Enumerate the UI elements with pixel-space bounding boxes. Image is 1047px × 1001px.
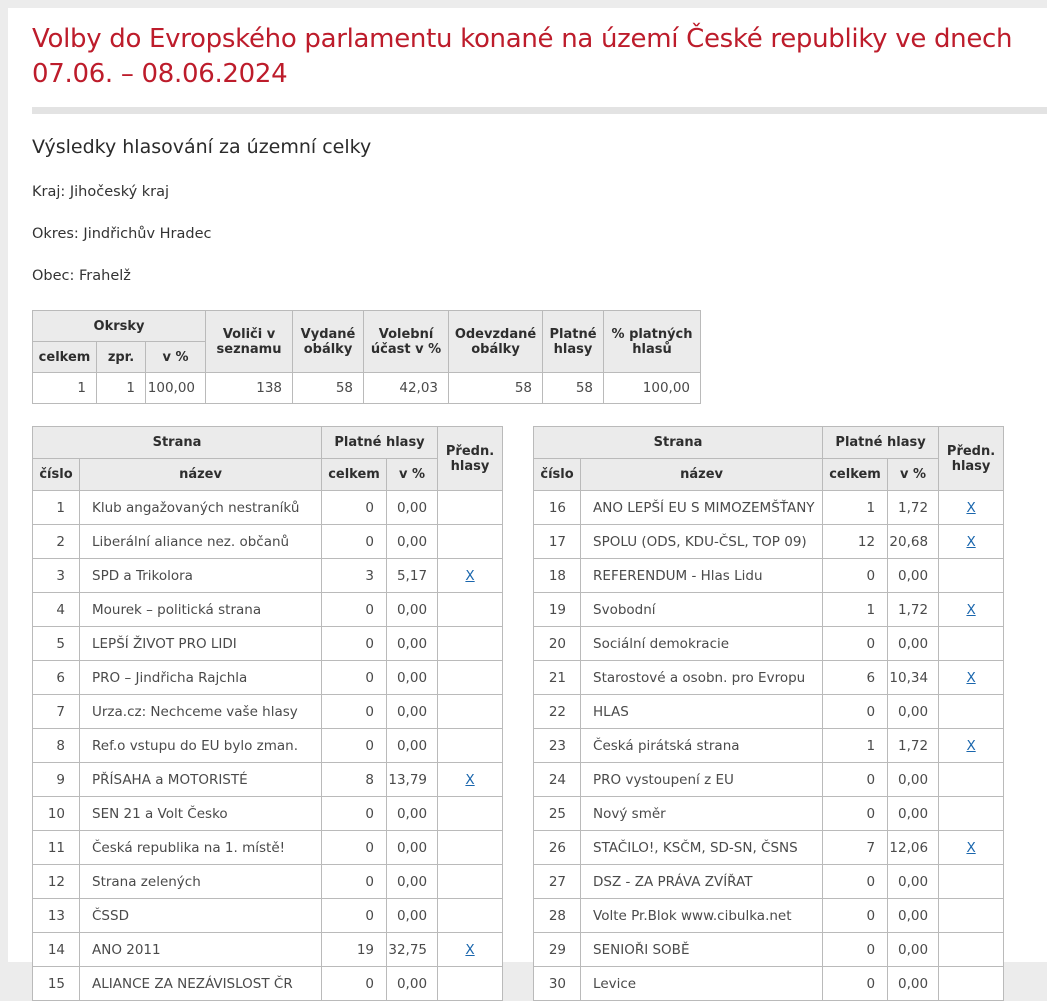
party-row (33, 593, 503, 627)
party-votes-total: 0 (322, 695, 387, 729)
party-votes-total: 0 (823, 797, 888, 831)
party-name: PŘÍSAHA a MOTORISTÉ (80, 763, 322, 797)
party-votes-total: 19 (322, 933, 387, 967)
party-row (534, 593, 1004, 627)
odevzdane-obalky-header: Odevzdané obálky (449, 311, 543, 373)
pref-votes-cell (939, 593, 1004, 627)
party-name: SENIOŘI SOBĚ (581, 933, 823, 967)
party-name: Liberální aliance nez. občanů (80, 525, 322, 559)
party-row (33, 933, 503, 967)
pref-votes-cell (438, 763, 503, 797)
pref-votes-cell (939, 899, 1004, 933)
okrsky-celkem-value: 1 (33, 373, 97, 404)
okrsky-group-header: Okrsky (33, 311, 206, 342)
pref-votes-link[interactable]: X (966, 839, 976, 856)
party-number: 26 (534, 831, 581, 865)
party-votes-total: 0 (322, 967, 387, 1001)
party-number: 6 (33, 661, 80, 695)
strana-group-header: Strana (33, 427, 322, 459)
vydane-obalky-header: Vydané obálky (293, 311, 364, 373)
volebni-ucast-value: 42,03 (364, 373, 449, 404)
party-votes-percent: 0,00 (888, 797, 939, 831)
pref-votes-cell (438, 695, 503, 729)
party-votes-total: 0 (322, 593, 387, 627)
kraj-line: Kraj: Jihočeský kraj (32, 184, 170, 200)
okrsky-v-pct-header: v % (146, 342, 206, 373)
pref-votes-cell (939, 831, 1004, 865)
pref-votes-cell (939, 559, 1004, 593)
predn-hlasy-header: Předn. hlasy (939, 427, 1004, 491)
cislo-header: číslo (33, 459, 80, 491)
party-name: ANO 2011 (80, 933, 322, 967)
party-votes-percent: 0,00 (387, 661, 438, 695)
pref-votes-cell (939, 933, 1004, 967)
party-votes-total: 6 (823, 661, 888, 695)
party-results-table-left (32, 426, 503, 1001)
party-votes-percent: 0,00 (387, 491, 438, 525)
summary-values-row (33, 373, 701, 404)
pct-platnych-hlasu-header: % platných hlasů (604, 311, 701, 373)
party-name: Urza.cz: Nechceme vaše hlasy (80, 695, 322, 729)
party-number: 25 (534, 797, 581, 831)
party-votes-percent: 0,00 (387, 593, 438, 627)
party-votes-percent: 13,79 (387, 763, 438, 797)
vydane-obalky-value: 58 (293, 373, 364, 404)
party-votes-total: 0 (322, 661, 387, 695)
party-name: Klub angažovaných nestraníků (80, 491, 322, 525)
party-row (534, 559, 1004, 593)
platne-hlasy-group-header: Platné hlasy (322, 427, 438, 459)
page-title-line2: 07.06. – 08.06.2024 (32, 59, 288, 89)
party-number: 3 (33, 559, 80, 593)
party-number: 18 (534, 559, 581, 593)
party-votes-percent: 1,72 (888, 593, 939, 627)
party-votes-percent: 20,68 (888, 525, 939, 559)
party-name: SPOLU (ODS, KDU-ČSL, TOP 09) (581, 525, 823, 559)
pref-votes-link[interactable]: X (465, 941, 475, 958)
party-name: ČSSD (80, 899, 322, 933)
strana-group-header: Strana (534, 427, 823, 459)
odevzdane-obalky-value: 58 (449, 373, 543, 404)
party-name: Sociální demokracie (581, 627, 823, 661)
v-pct-header: v % (888, 459, 939, 491)
party-row (534, 627, 1004, 661)
predn-hlasy-header: Předn. hlasy (438, 427, 503, 491)
party-row (33, 797, 503, 831)
party-number: 17 (534, 525, 581, 559)
okrsky-celkem-header: celkem (33, 342, 97, 373)
party-votes-percent: 0,00 (387, 797, 438, 831)
pref-votes-cell (939, 661, 1004, 695)
party-votes-total: 0 (322, 899, 387, 933)
pref-votes-cell (939, 525, 1004, 559)
party-votes-total: 1 (823, 729, 888, 763)
v-pct-header: v % (387, 459, 438, 491)
volebni-ucast-header: Volební účast v % (364, 311, 449, 373)
pref-votes-link[interactable]: X (966, 737, 976, 754)
pref-votes-cell (438, 593, 503, 627)
party-votes-percent: 5,17 (387, 559, 438, 593)
party-number: 14 (33, 933, 80, 967)
cislo-header: číslo (534, 459, 581, 491)
platne-hlasy-value: 58 (543, 373, 604, 404)
pref-votes-cell (438, 661, 503, 695)
party-votes-percent: 0,00 (888, 559, 939, 593)
party-votes-percent: 0,00 (387, 695, 438, 729)
party-name: REFERENDUM - Hlas Lidu (581, 559, 823, 593)
party-votes-total: 0 (823, 933, 888, 967)
party-votes-percent: 0,00 (387, 967, 438, 1001)
party-votes-total: 0 (823, 695, 888, 729)
party-votes-total: 1 (823, 593, 888, 627)
party-name: Levice (581, 967, 823, 1001)
party-votes-total: 0 (322, 729, 387, 763)
pref-votes-cell (939, 627, 1004, 661)
party-votes-total: 0 (322, 525, 387, 559)
obec-line: Obec: Frahelž (32, 268, 131, 284)
party-votes-percent: 0,00 (387, 831, 438, 865)
party-row (33, 899, 503, 933)
party-number: 11 (33, 831, 80, 865)
party-name: Svobodní (581, 593, 823, 627)
party-name: DSZ - ZA PRÁVA ZVÍŘAT (581, 865, 823, 899)
party-row (534, 831, 1004, 865)
party-row (534, 933, 1004, 967)
party-votes-total: 0 (823, 627, 888, 661)
party-name: ANO LEPŠÍ EU S MIMOZEMŠŤANY (581, 491, 823, 525)
pref-votes-cell (939, 695, 1004, 729)
party-votes-percent: 0,00 (888, 763, 939, 797)
section-subtitle: Výsledky hlasování za územní celky (32, 136, 372, 158)
party-name: Volte Pr.Blok www.cibulka.net (581, 899, 823, 933)
party-votes-percent: 0,00 (888, 627, 939, 661)
pref-votes-cell (438, 899, 503, 933)
party-number: 16 (534, 491, 581, 525)
party-number: 5 (33, 627, 80, 661)
party-votes-total: 0 (322, 491, 387, 525)
okrsky-zpr-value: 1 (97, 373, 146, 404)
party-votes-total: 0 (322, 797, 387, 831)
party-votes-percent: 10,34 (888, 661, 939, 695)
pref-votes-cell (939, 729, 1004, 763)
celkem-header: celkem (322, 459, 387, 491)
party-number: 12 (33, 865, 80, 899)
party-row (33, 627, 503, 661)
party-number: 15 (33, 967, 80, 1001)
party-name: SPD a Trikolora (80, 559, 322, 593)
party-votes-percent: 0,00 (387, 899, 438, 933)
party-number: 4 (33, 593, 80, 627)
party-name: Mourek – politická strana (80, 593, 322, 627)
pct-platnych-hlasu-value: 100,00 (604, 373, 701, 404)
pref-votes-link[interactable]: X (966, 601, 976, 618)
party-votes-total: 0 (322, 865, 387, 899)
party-number: 27 (534, 865, 581, 899)
pref-votes-cell (438, 491, 503, 525)
pref-votes-cell (438, 525, 503, 559)
pref-votes-cell (939, 967, 1004, 1001)
pref-votes-cell (438, 865, 503, 899)
pref-votes-cell (939, 491, 1004, 525)
main-content-panel (8, 8, 1047, 992)
pref-votes-cell (438, 933, 503, 967)
turnout-summary-table (32, 310, 701, 404)
party-row (534, 661, 1004, 695)
pref-votes-cell (438, 729, 503, 763)
party-number: 10 (33, 797, 80, 831)
party-votes-percent: 0,00 (387, 865, 438, 899)
party-number: 13 (33, 899, 80, 933)
pref-votes-cell (438, 831, 503, 865)
pref-votes-cell (939, 797, 1004, 831)
page-title (32, 22, 1047, 92)
pref-votes-cell (438, 797, 503, 831)
party-name: LEPŠÍ ŽIVOT PRO LIDI (80, 627, 322, 661)
party-number: 21 (534, 661, 581, 695)
party-votes-percent: 32,75 (387, 933, 438, 967)
party-row (534, 899, 1004, 933)
party-row (534, 967, 1004, 1001)
nazev-header: název (80, 459, 322, 491)
party-row (534, 763, 1004, 797)
party-votes-percent: 0,00 (387, 729, 438, 763)
party-row (534, 797, 1004, 831)
party-row (534, 729, 1004, 763)
party-row (33, 763, 503, 797)
platne-hlasy-header: Platné hlasy (543, 311, 604, 373)
party-votes-percent: 1,72 (888, 491, 939, 525)
party-row (33, 491, 503, 525)
party-number: 19 (534, 593, 581, 627)
party-votes-percent: 0,00 (888, 967, 939, 1001)
party-name: PRO – Jindřicha Rajchla (80, 661, 322, 695)
party-row (33, 525, 503, 559)
party-name: SEN 21 a Volt Česko (80, 797, 322, 831)
party-row (534, 491, 1004, 525)
page-title-line1: Volby do Evropského parlamentu konané na území České republiky ve dnech (32, 24, 1013, 54)
party-name: Česká republika na 1. místě! (80, 831, 322, 865)
party-row (33, 831, 503, 865)
party-row (534, 525, 1004, 559)
party-row (33, 729, 503, 763)
pref-votes-link[interactable]: X (966, 499, 976, 516)
party-number: 20 (534, 627, 581, 661)
party-name: Nový směr (581, 797, 823, 831)
party-number: 23 (534, 729, 581, 763)
party-number: 22 (534, 695, 581, 729)
party-number: 28 (534, 899, 581, 933)
party-row (33, 865, 503, 899)
pref-votes-cell (438, 627, 503, 661)
party-votes-percent: 1,72 (888, 729, 939, 763)
party-votes-percent: 12,06 (888, 831, 939, 865)
party-name: STAČILO!, KSČM, SD-SN, ČSNS (581, 831, 823, 865)
party-votes-percent: 0,00 (387, 525, 438, 559)
party-votes-total: 0 (823, 559, 888, 593)
party-name: Starostové a osobn. pro Evropu (581, 661, 823, 695)
party-votes-total: 0 (823, 967, 888, 1001)
party-votes-percent: 0,00 (387, 627, 438, 661)
pref-votes-cell (438, 559, 503, 593)
pref-votes-cell (939, 865, 1004, 899)
party-row (534, 865, 1004, 899)
party-votes-total: 0 (322, 627, 387, 661)
party-number: 29 (534, 933, 581, 967)
party-votes-total: 0 (823, 763, 888, 797)
party-name: Strana zelených (80, 865, 322, 899)
party-row (33, 661, 503, 695)
party-results-table-right (533, 426, 1004, 1001)
party-votes-total: 0 (823, 899, 888, 933)
party-votes-percent: 0,00 (888, 865, 939, 899)
party-votes-total: 0 (823, 865, 888, 899)
party-name: PRO vystoupení z EU (581, 763, 823, 797)
nazev-header: název (581, 459, 823, 491)
party-number: 24 (534, 763, 581, 797)
okres-line: Okres: Jindřichův Hradec (32, 226, 212, 242)
party-row (33, 559, 503, 593)
party-row (33, 695, 503, 729)
party-votes-total: 8 (322, 763, 387, 797)
pref-votes-cell (438, 967, 503, 1001)
party-name: HLAS (581, 695, 823, 729)
platne-hlasy-group-header: Platné hlasy (823, 427, 939, 459)
party-number: 1 (33, 491, 80, 525)
party-votes-percent: 0,00 (888, 695, 939, 729)
pref-votes-link[interactable]: X (465, 567, 475, 584)
party-name: ALIANCE ZA NEZÁVISLOST ČR (80, 967, 322, 1001)
party-votes-percent: 0,00 (888, 899, 939, 933)
celkem-header: celkem (823, 459, 888, 491)
pref-votes-link[interactable]: X (966, 533, 976, 550)
party-number: 30 (534, 967, 581, 1001)
party-name: Ref.o vstupu do EU bylo zman. (80, 729, 322, 763)
party-votes-total: 0 (322, 831, 387, 865)
party-votes-total: 12 (823, 525, 888, 559)
party-name: Česká pirátská strana (581, 729, 823, 763)
party-number: 8 (33, 729, 80, 763)
pref-votes-link[interactable]: X (966, 669, 976, 686)
party-number: 2 (33, 525, 80, 559)
volici-v-seznamu-value: 138 (206, 373, 293, 404)
party-votes-total: 3 (322, 559, 387, 593)
party-votes-percent: 0,00 (888, 933, 939, 967)
party-number: 9 (33, 763, 80, 797)
pref-votes-link[interactable]: X (465, 771, 475, 788)
party-row (33, 967, 503, 1001)
party-number: 7 (33, 695, 80, 729)
volici-v-seznamu-header: Voliči v seznamu (206, 311, 293, 373)
horizontal-divider (32, 107, 1047, 114)
pref-votes-cell (939, 763, 1004, 797)
party-votes-total: 7 (823, 831, 888, 865)
party-row (534, 695, 1004, 729)
party-votes-total: 1 (823, 491, 888, 525)
okrsky-zpr-header: zpr. (97, 342, 146, 373)
okrsky-v-pct-value: 100,00 (146, 373, 206, 404)
